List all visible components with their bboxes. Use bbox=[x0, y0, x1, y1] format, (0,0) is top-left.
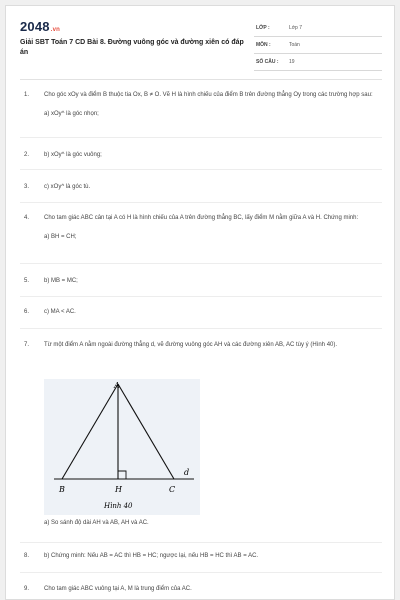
right-angle-mark bbox=[118, 471, 126, 479]
document-title: Giải SBT Toán 7 CD Bài 8. Đường vuông góc và đường xiên có đáp án bbox=[20, 39, 244, 56]
meta-value: 19 bbox=[289, 59, 295, 65]
header-divider bbox=[20, 79, 382, 80]
meta-row-subject bbox=[254, 37, 382, 54]
question-body bbox=[44, 213, 376, 242]
meta-value: Lớp 7 bbox=[289, 25, 303, 31]
question-divider bbox=[20, 572, 382, 573]
segment-ac bbox=[118, 384, 174, 479]
site-logo[interactable] bbox=[20, 19, 60, 34]
meta-key: SỐ CÂU : bbox=[256, 59, 279, 65]
meta-row-class bbox=[254, 20, 382, 37]
question-text: b) MB = MC; bbox=[44, 278, 78, 284]
question-body bbox=[44, 90, 376, 119]
question-number: 7. bbox=[24, 342, 30, 348]
question-number: 1. bbox=[24, 92, 30, 98]
label-c: C bbox=[169, 485, 176, 494]
document-header bbox=[6, 6, 395, 76]
question-divider bbox=[20, 328, 382, 329]
meta-key: MÔN : bbox=[256, 42, 271, 48]
question-text: b) Chứng minh: Nếu AB = AC thì HB = HC; ngược lại, nếu HB = HC thì AB = AC. bbox=[44, 553, 259, 559]
question-number: 3. bbox=[24, 184, 30, 190]
figure-caption: Hình 40 bbox=[104, 502, 133, 510]
logo-suffix: .vn bbox=[50, 27, 61, 33]
figure-40 bbox=[44, 379, 200, 515]
label-h: H bbox=[115, 485, 122, 494]
question-divider bbox=[20, 296, 382, 297]
meta-row-count bbox=[254, 54, 382, 71]
meta-key: LỚP : bbox=[256, 25, 270, 31]
label-a: A bbox=[114, 381, 120, 390]
segment-ab bbox=[62, 384, 118, 479]
question-number: 8. bbox=[24, 553, 30, 559]
question-number: 2. bbox=[24, 152, 30, 158]
question-divider bbox=[20, 542, 382, 543]
question-subpart: a) BH = CH; bbox=[44, 234, 77, 240]
question-text: Cho góc xOy và điểm B thuộc tia Ox, B ≠ O. Vẽ H là hình chiếu của điểm B trên đường thẳng Oy trong các trường hợp sau: bbox=[44, 92, 373, 98]
meta-table bbox=[254, 20, 382, 71]
question-divider bbox=[20, 202, 382, 203]
meta-value: Toán bbox=[289, 42, 300, 48]
question-subpart: a) So sánh độ dài AH và AB, AH và AC. bbox=[44, 520, 149, 526]
question-divider bbox=[20, 169, 382, 170]
question-divider bbox=[20, 263, 382, 264]
question-text: Cho tam giác ABC cân tại A có H là hình chiếu của A trên đường thẳng BC, lấy điểm M nằm giữa A và H. Chứng minh: bbox=[44, 215, 359, 221]
question-subpart: a) xOy^ là góc nhọn; bbox=[44, 111, 99, 117]
question-text: Từ một điểm A nằm ngoài đường thẳng d, vẽ đường vuông góc AH và các đường xiên AB, AC tùy ý (Hình 40). bbox=[44, 342, 338, 348]
logo-text: 2048 bbox=[20, 19, 50, 34]
question-number: 6. bbox=[24, 309, 30, 315]
question-text: c) xOy^ là góc tù. bbox=[44, 184, 91, 190]
question-number: 5. bbox=[24, 278, 30, 284]
triangle-diagram bbox=[44, 379, 200, 515]
question-number: 9. bbox=[24, 586, 30, 592]
label-b: B bbox=[59, 485, 65, 494]
question-text: c) MA < AC. bbox=[44, 309, 76, 315]
label-d: d bbox=[184, 468, 190, 477]
question-text: b) xOy^ là góc vuông; bbox=[44, 152, 102, 158]
question-divider bbox=[20, 137, 382, 138]
question-text: Cho tam giác ABC vuông tại A, M là trung điểm của AC. bbox=[44, 586, 192, 592]
document-page bbox=[5, 5, 395, 600]
question-number: 4. bbox=[24, 215, 30, 221]
